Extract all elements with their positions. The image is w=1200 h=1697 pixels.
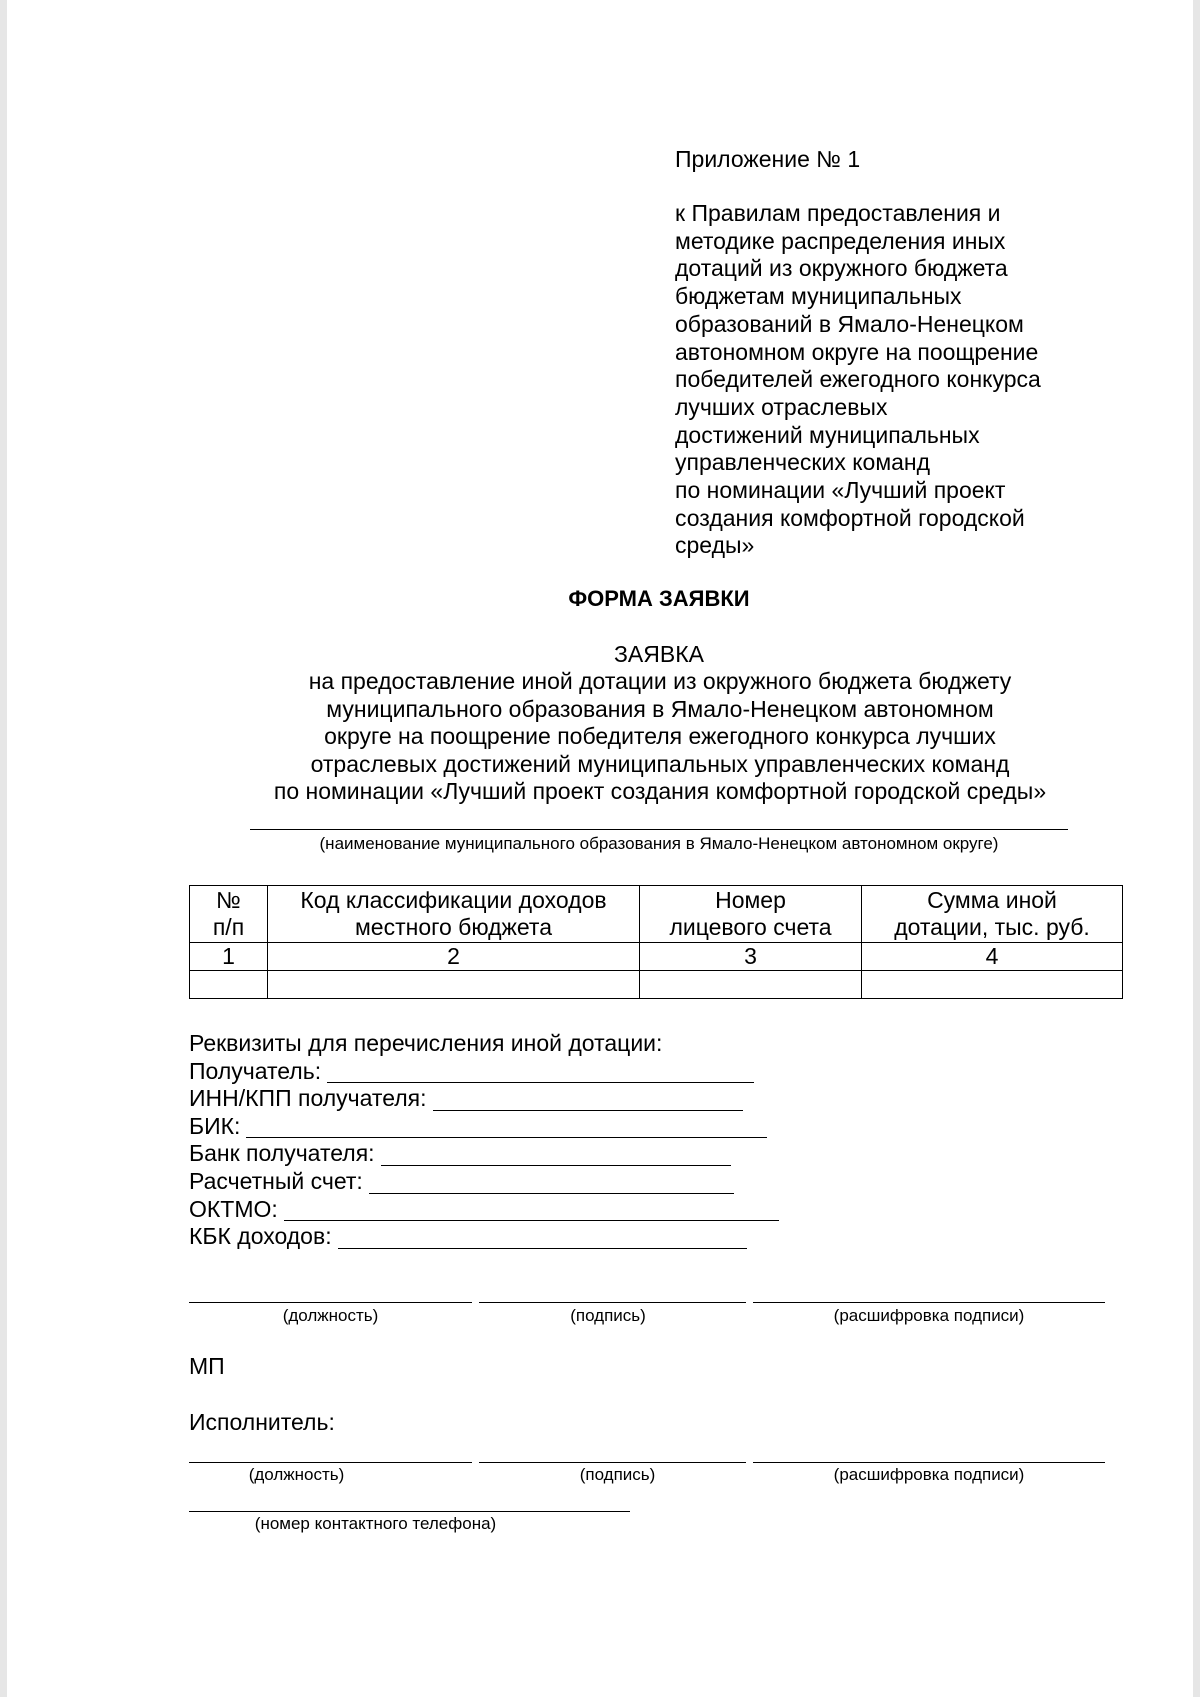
header-text: №: [216, 887, 241, 913]
requisite-label: ИНН/КПП получателя:: [189, 1085, 427, 1112]
appendix-line: среды»: [675, 532, 755, 559]
oktmo-blank[interactable]: [284, 1200, 779, 1221]
appendix-body: [675, 200, 1115, 560]
requisite-label: ОКТМО:: [189, 1195, 278, 1222]
table-header-row: [190, 886, 1123, 943]
appendix-line: по номинации «Лучший проект: [675, 477, 1006, 504]
requisites-title-text: Реквизиты для перечисления иной дотации:: [189, 1030, 663, 1056]
appendix-line: бюджетам муниципальных: [675, 283, 962, 310]
header-text: дотации, тыс. руб.: [894, 914, 1090, 940]
dotation-table: [189, 885, 1123, 999]
appendix-line: образований в Ямало-Ненецком: [675, 310, 1024, 337]
header-text: Сумма иной: [927, 887, 1057, 913]
appendix-title: Приложение № 1: [675, 146, 861, 172]
requisite-oktmo: [189, 1196, 779, 1224]
requisite-recipient: [189, 1058, 779, 1086]
table-cell-empty[interactable]: [640, 971, 862, 999]
header-cell-account-number: [640, 886, 862, 943]
executor-position-line[interactable]: [189, 1462, 472, 1463]
requisite-label: Получатель:: [189, 1057, 322, 1084]
appendix-line: победителей ежегодного конкурса: [675, 366, 1041, 393]
page-right-edge: [1193, 0, 1200, 1697]
bank-blank[interactable]: [381, 1145, 731, 1166]
appendix-line: методике распределения иных: [675, 227, 1006, 254]
signature-position-caption: (должность): [282, 1306, 379, 1325]
appendix-line: к Правилам предоставления и: [675, 200, 1001, 226]
requisite-kbk: [189, 1223, 779, 1251]
requisites-title: [189, 1030, 779, 1058]
header-cell-amount: [862, 886, 1123, 943]
requisite-bik: [189, 1113, 779, 1141]
requisites-block: [189, 1030, 779, 1251]
account-blank[interactable]: [369, 1173, 734, 1194]
municipality-name-line[interactable]: [250, 829, 1068, 830]
executor-phone-line[interactable]: [189, 1511, 630, 1512]
signature-sign-line[interactable]: [479, 1302, 746, 1303]
column-number: 4: [862, 943, 1123, 971]
appendix-line: лучших отраслевых: [675, 393, 888, 420]
stamp-place: МП: [189, 1353, 225, 1379]
form-title: ФОРМА ЗАЯВКИ: [568, 586, 750, 611]
signature-decode-line[interactable]: [753, 1302, 1105, 1303]
requisite-inn-kpp: [189, 1085, 779, 1113]
table-cell-empty[interactable]: [190, 971, 268, 999]
executor-decode-caption: (расшифровка подписи): [833, 1465, 1025, 1484]
table-number-row: [190, 943, 1123, 971]
signature-decode-caption: (расшифровка подписи): [833, 1306, 1025, 1325]
application-subject: [200, 668, 1120, 806]
application-subject-line: округе на поощрение победителя ежегодного конкурса лучших: [324, 723, 996, 749]
executor-decode-line[interactable]: [753, 1462, 1105, 1463]
municipality-name-caption: (наименование муниципального образования в Ямало-Ненецком автономном округе): [319, 834, 999, 853]
signature-position-line[interactable]: [189, 1302, 472, 1303]
application-subject-line: на предоставление иной дотации из окружного бюджета бюджету: [308, 668, 1012, 694]
recipient-blank[interactable]: [327, 1062, 754, 1083]
requisite-label: КБК доходов:: [189, 1223, 332, 1250]
requisite-label: БИК:: [189, 1112, 241, 1139]
column-number: 1: [190, 943, 268, 971]
bik-blank[interactable]: [246, 1117, 767, 1138]
requisite-label: Банк получателя:: [189, 1140, 375, 1167]
inn-kpp-blank[interactable]: [433, 1090, 743, 1111]
executor-position-caption: (должность): [248, 1465, 345, 1484]
requisite-bank: [189, 1140, 779, 1168]
application-subject-line: по номинации «Лучший проект создания комфортной городской среды»: [273, 778, 1047, 804]
appendix-line: создания комфортной городской: [675, 504, 1025, 531]
header-cell-income-code: [268, 886, 640, 943]
executor-phone-caption: (номер контактного телефона): [254, 1514, 497, 1533]
header-text: местного бюджета: [354, 914, 553, 940]
executor-sign-line[interactable]: [479, 1462, 746, 1463]
table-cell-empty[interactable]: [862, 971, 1123, 999]
requisite-account: [189, 1168, 779, 1196]
header-cell-number: [190, 886, 268, 943]
requisite-label: Расчетный счет:: [189, 1167, 363, 1194]
appendix-line: достижений муниципальных: [675, 421, 980, 448]
signature-sign-caption: (подпись): [570, 1306, 646, 1325]
header-text: п/п: [212, 914, 245, 940]
appendix-line: дотаций из окружного бюджета: [675, 255, 1008, 282]
application-subject-line: отраслевых достижений муниципальных управленческих команд: [310, 750, 1010, 777]
kbk-blank[interactable]: [338, 1228, 747, 1249]
appendix-line: управленческих команд: [675, 449, 931, 476]
column-number: 3: [640, 943, 862, 971]
table-cell-empty[interactable]: [268, 971, 640, 999]
column-number: 2: [268, 943, 640, 971]
page-left-edge: [0, 0, 7, 1697]
table-row: [190, 971, 1123, 999]
executor-label: Исполнитель:: [189, 1409, 335, 1435]
application-subject-line: муниципального образования в Ямало-Ненецком автономном: [326, 695, 994, 722]
appendix-line: автономном округе на поощрение: [675, 338, 1039, 365]
header-text: лицевого счета: [669, 914, 832, 940]
header-text: Номер: [715, 887, 786, 913]
application-heading: ЗАЯВКА: [614, 641, 704, 667]
header-text: Код классификации доходов: [300, 887, 607, 913]
executor-sign-caption: (подпись): [579, 1465, 656, 1484]
